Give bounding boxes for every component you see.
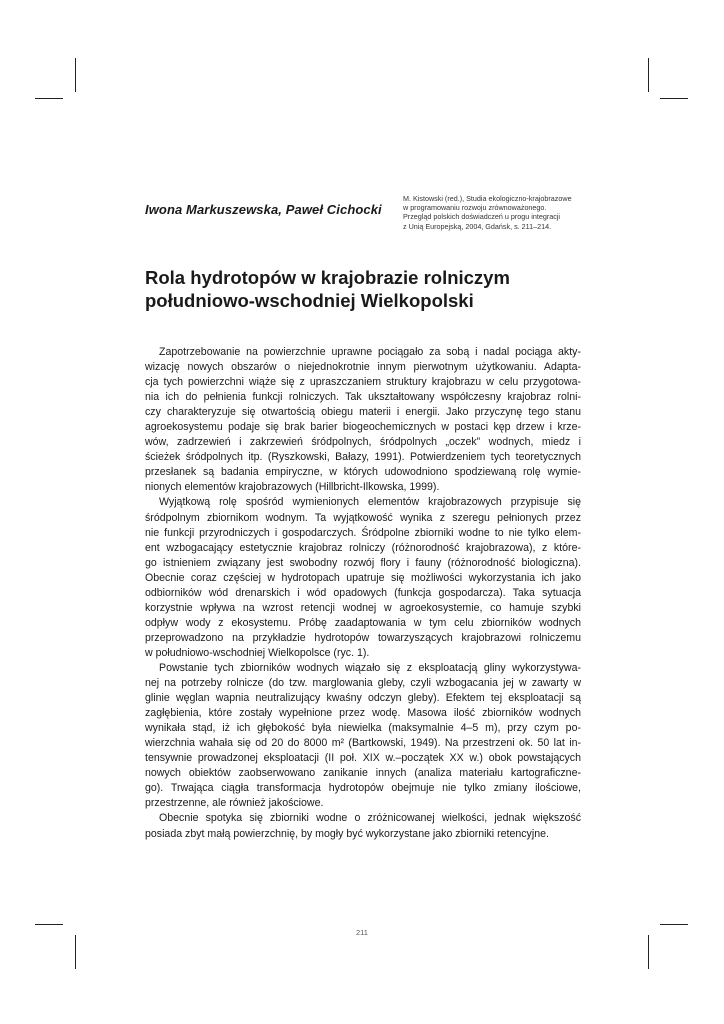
source-citation — [403, 194, 588, 231]
text-line: w południowo-wschodniej Wielkopolsce (ryc. 1). — [145, 646, 370, 659]
text-line: korzystnie wpływa na wzrost retencji wodnej w agroekosystemie, co hamuje szybki — [145, 601, 581, 614]
paragraph — [145, 345, 581, 495]
title-line: Rola hydrotopów w krajobrazie rolniczym — [145, 267, 510, 288]
page-number: 211 — [356, 928, 368, 937]
text-line: ent wzbogacający estetycznie krajobraz rolniczy (różnorodność krajobrazowa), z które- — [145, 541, 581, 554]
paragraph — [145, 811, 581, 841]
crop-mark — [648, 935, 649, 969]
text-line: przeprowadzono na przykładzie hydrotopów towarzyszących krajobrazowi rolniczemu — [145, 631, 581, 644]
text-line: cja tych powierzchni wiąże się z upraszczaniem struktury krajobrazu w celu przygotowa- — [145, 376, 581, 389]
citation-line: Przegląd polskich doświadczeń u progu integracji — [403, 212, 561, 222]
text-line: nionych elementów krajobrazowych (Hillbricht-Ilkowska, 1999). — [145, 481, 440, 494]
text-line: tensywnie prowadzonej eksploatacji (II poł. XIX w.–początek XX w.) obok powstających — [145, 752, 581, 765]
text-line: czy charakteryzuje się otwartością obiegu materii i energii. Jako przyczynę tego stanu — [145, 406, 581, 419]
citation-line: w programowaniu rozwoju zrównoważonego. — [403, 203, 547, 213]
text-line: posiada zbyt małą powierzchnię, by mogły być wykorzystane jako zbiorniki retencyjne. — [145, 827, 549, 840]
text-line: nia ich do pełnienia funkcji rolniczych. Tak ukształtowany współczesny krajobraz rolni- — [145, 391, 581, 404]
text-line: wynikała stąd, iż ich głębokość była niewielka (maksymalnie 4–5 m), przy czym po- — [145, 722, 581, 735]
crop-mark — [35, 924, 63, 925]
text-line: przestrzenne, ale również jakościowe. — [145, 797, 324, 810]
text-line: Obecnie spotyka się zbiorniki wodne o zróżnicowanej wielkości, jednak większość — [159, 812, 581, 825]
text-line: śródpolnym zbiornikom wodnym. Ta wyjątkowość wynika z szeregu pełnionych przez — [145, 511, 581, 524]
crop-mark — [660, 924, 688, 925]
text-line: odbiorników wód drenarskich i wód opadowych (funkcja gospodarcza). Taka sytuacja — [145, 586, 581, 599]
citation-line: z Unią Europejską, 2004, Gdańsk, s. 211–214. — [403, 221, 552, 231]
text-line: Powstanie tych zbiorników wodnych wiązało się z eksploatacją gliny wykorzystywa- — [159, 661, 581, 674]
text-line: ścieżek śródpolnych itp. (Ryszkowski, Bałazy, 1991). Potwierdzeniem tych teoretycznych — [145, 451, 581, 464]
text-line: wierzchnia wahała się od 20 do 8000 m² (Bartkowski, 1949). Na przestrzeni ok. 50 lat in- — [145, 737, 581, 750]
text-line: odpływ wody z ekosystemu. Próbę zaadaptowania w tym celu zbiorników wodnych — [145, 616, 581, 629]
text-line: zagłębienia, które zostały wypełnione przez wodę. Masowa ilość zbiorników wodnych — [145, 707, 581, 720]
text-line: Obecnie coraz częściej w hydrotopach upatruje się możliwości wykorzystania ich jako — [145, 571, 581, 584]
title-line: południowo-wschodniej Wielkopolski — [145, 290, 474, 311]
text-line: wizację nowych obszarów o niejednokrotnie innym pierwotnym użytkowaniu. Adapta- — [145, 361, 581, 374]
article-title — [145, 266, 585, 312]
text-line: Wyjątkową rolę spośród wymienionych elementów krajobrazowych przypisuje się — [159, 496, 581, 509]
crop-mark — [648, 58, 649, 92]
paragraph — [145, 495, 581, 661]
text-line: przesłanek są badania empiryczne, w których udowodniono spodziewaną rolę wymie- — [145, 466, 581, 479]
text-line: agroekosystemu podaje się brak barier biogeochemicznych w postaci kęp drzew i krze- — [145, 421, 581, 434]
crop-mark — [660, 98, 688, 99]
text-line: nowych obiektów zaobserwowano zanikanie innych (analiza materiału kartograficzne- — [145, 767, 581, 780]
crop-mark — [75, 935, 76, 969]
article-body — [145, 345, 581, 842]
text-line: go). Trwająca ciągła transformacja hydrotopów obejmuje nie tylko zmiany ilościowe, — [145, 782, 581, 795]
text-line: glinie węglan wapnia neutralizujący kwaśny odczyn gleby). Efektem tej eksploatacji są — [145, 692, 581, 705]
paragraph — [145, 661, 581, 811]
author-names: Iwona Markuszewska, Paweł Cichocki — [145, 202, 382, 217]
text-line: go istnieniem związany jest swobodny rozwój flory i fauny (różnorodność biologiczna). — [145, 556, 581, 569]
citation-line: M. Kistowski (red.), Studia ekologiczno-krajobrazowe — [403, 194, 572, 203]
article-header — [145, 194, 585, 254]
text-line: wów, zadrzewień i zakrzewień śródpolnych, śródpolnych „oczek” wodnych, miedz i — [145, 436, 581, 449]
text-line: Zapotrzebowanie na powierzchnie uprawne pociągało za sobą i nadal pociąga akty- — [159, 346, 581, 358]
text-line: nie funkcji przyrodniczych i gospodarczych. Śródpolne zbiorniki wodne to nie tylko elem- — [145, 526, 581, 539]
crop-mark — [35, 98, 63, 99]
text-line: nej na potrzeby rolnicze (do tzw. marglowania gleby, czyli wzbogacania jej w zawarty w — [145, 677, 581, 690]
crop-mark — [75, 58, 76, 92]
